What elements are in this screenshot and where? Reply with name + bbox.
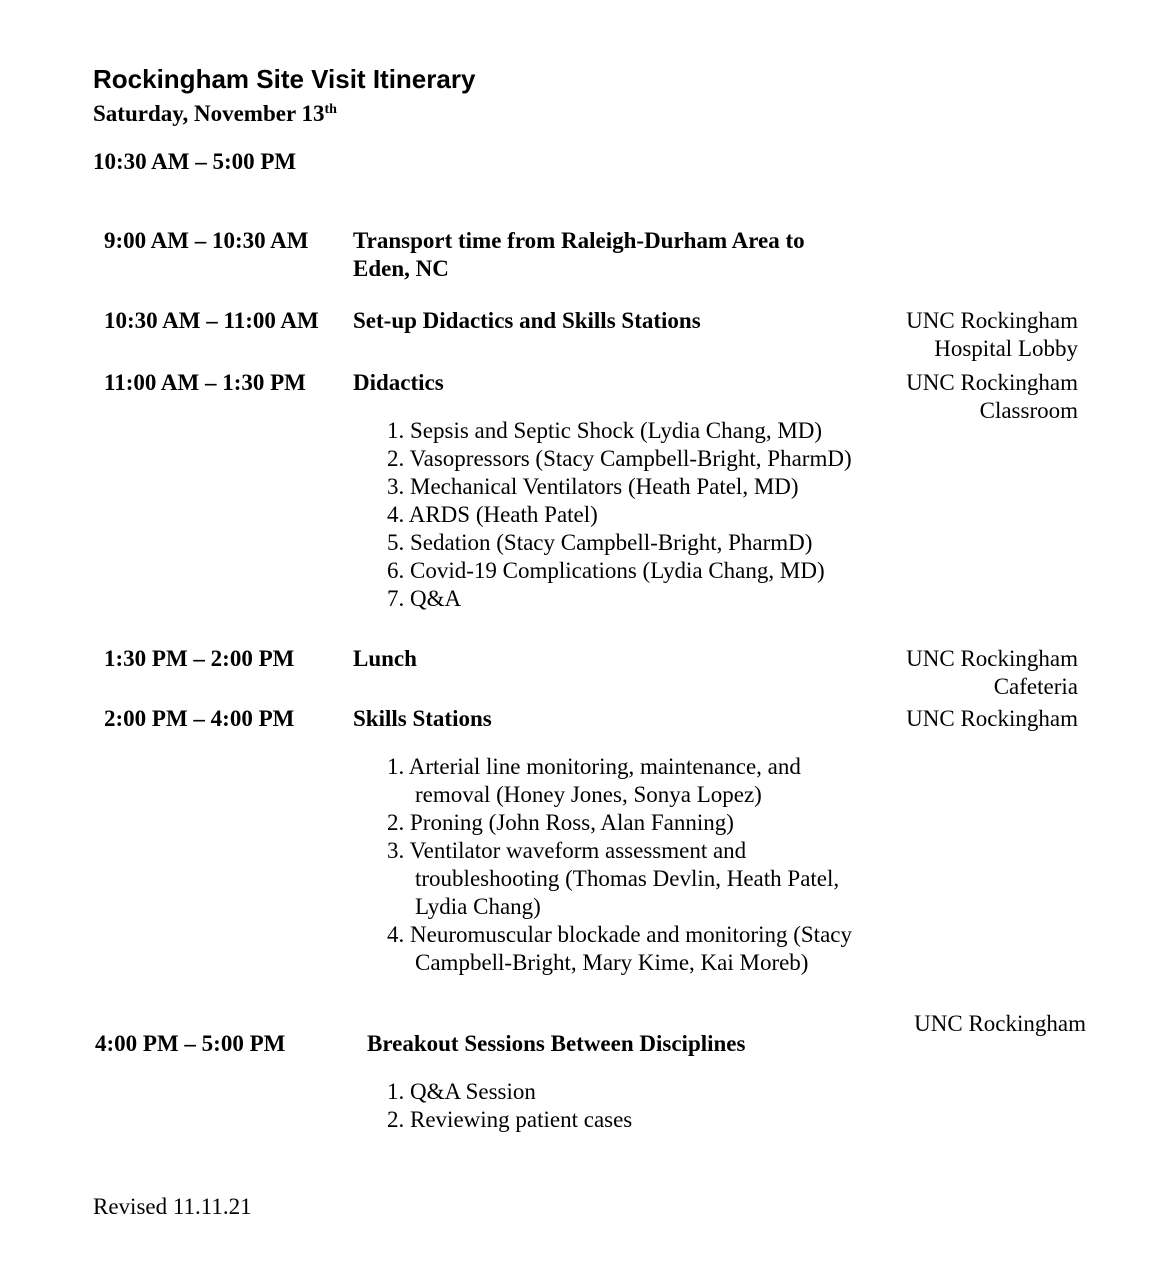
session-item: 4. Neuromuscular blockade and monitoring (Stacy Campbell-Bright, Mary Kime, Kai Moreb) [387,922,852,975]
session-cell [353,369,863,613]
session-cell [353,307,863,335]
session-item: 5. Sedation (Stacy Campbell-Bright, PharmD) [387,530,813,555]
session-title: Transport time from Raleigh-Durham Area to Eden, NC [353,228,805,281]
revision-note: Revised 11.11.21 [93,1194,252,1219]
schedule-row-transport [93,227,1078,283]
document-date-text: Saturday, November 13 [93,101,325,126]
session-item: 7. Q&A [387,586,462,611]
session-item: 6. Covid-19 Complications (Lydia Chang, MD) [387,558,825,583]
session-item: 1. Sepsis and Septic Shock (Lydia Chang, MD) [387,418,823,443]
session-cell [353,1030,863,1134]
session-title: Lunch [353,646,417,671]
date-ordinal-suffix: th [324,102,337,117]
session-item: 3. Ventilator waveform assessment and troubleshooting (Thomas Devlin, Heath Patel, Lydia Chang) [387,838,840,919]
location: UNC Rockingham Hospital Lobby [906,308,1078,361]
time-range: 1:30 PM – 2:00 PM [104,646,295,671]
document-title: Rockingham Site Visit Itinerary [93,64,476,94]
schedule-row-skills [93,705,1078,977]
session-title: Didactics [353,370,444,395]
overall-time-range: 10:30 AM – 5:00 PM [93,149,297,174]
session-title: Breakout Sessions Between Disciplines [367,1031,746,1056]
location: UNC Rockingham [906,706,1078,731]
time-range: 10:30 AM – 11:00 AM [104,308,319,333]
document-date [93,100,1078,128]
session-item: 1. Q&A Session [387,1079,536,1104]
session-item: 3. Mechanical Ventilators (Heath Patel, MD) [387,474,799,499]
schedule-row-setup [93,307,1078,363]
time-range: 2:00 PM – 4:00 PM [104,706,295,731]
session-item: 2. Vasopressors (Stacy Campbell-Bright, PharmD) [387,446,852,471]
location: UNC Rockingham [914,1011,1086,1036]
session-title: Skills Stations [353,706,492,731]
location: UNC Rockingham Cafeteria [906,646,1078,699]
schedule-row-lunch [93,645,1078,701]
session-item: 2. Proning (John Ross, Alan Fanning) [387,810,734,835]
schedule-row-breakout [93,1030,1078,1134]
schedule-row-didactics [93,369,1078,613]
location: UNC Rockingham Classroom [906,370,1078,423]
session-cell [353,645,863,673]
time-range: 11:00 AM – 1:30 PM [104,370,306,395]
session-cell [353,227,863,283]
session-title: Set-up Didactics and Skills Stations [353,308,701,333]
session-list [353,753,863,977]
session-item: 2. Reviewing patient cases [387,1107,633,1132]
session-cell [353,705,863,977]
session-list [353,417,863,613]
session-item: 4. ARDS (Heath Patel) [387,502,598,527]
session-item: 1. Arterial line monitoring, maintenance, and removal (Honey Jones, Sonya Lopez) [387,754,801,807]
session-list [353,1078,863,1134]
time-range: 9:00 AM – 10:30 AM [104,228,309,253]
time-range: 4:00 PM – 5:00 PM [95,1031,286,1056]
